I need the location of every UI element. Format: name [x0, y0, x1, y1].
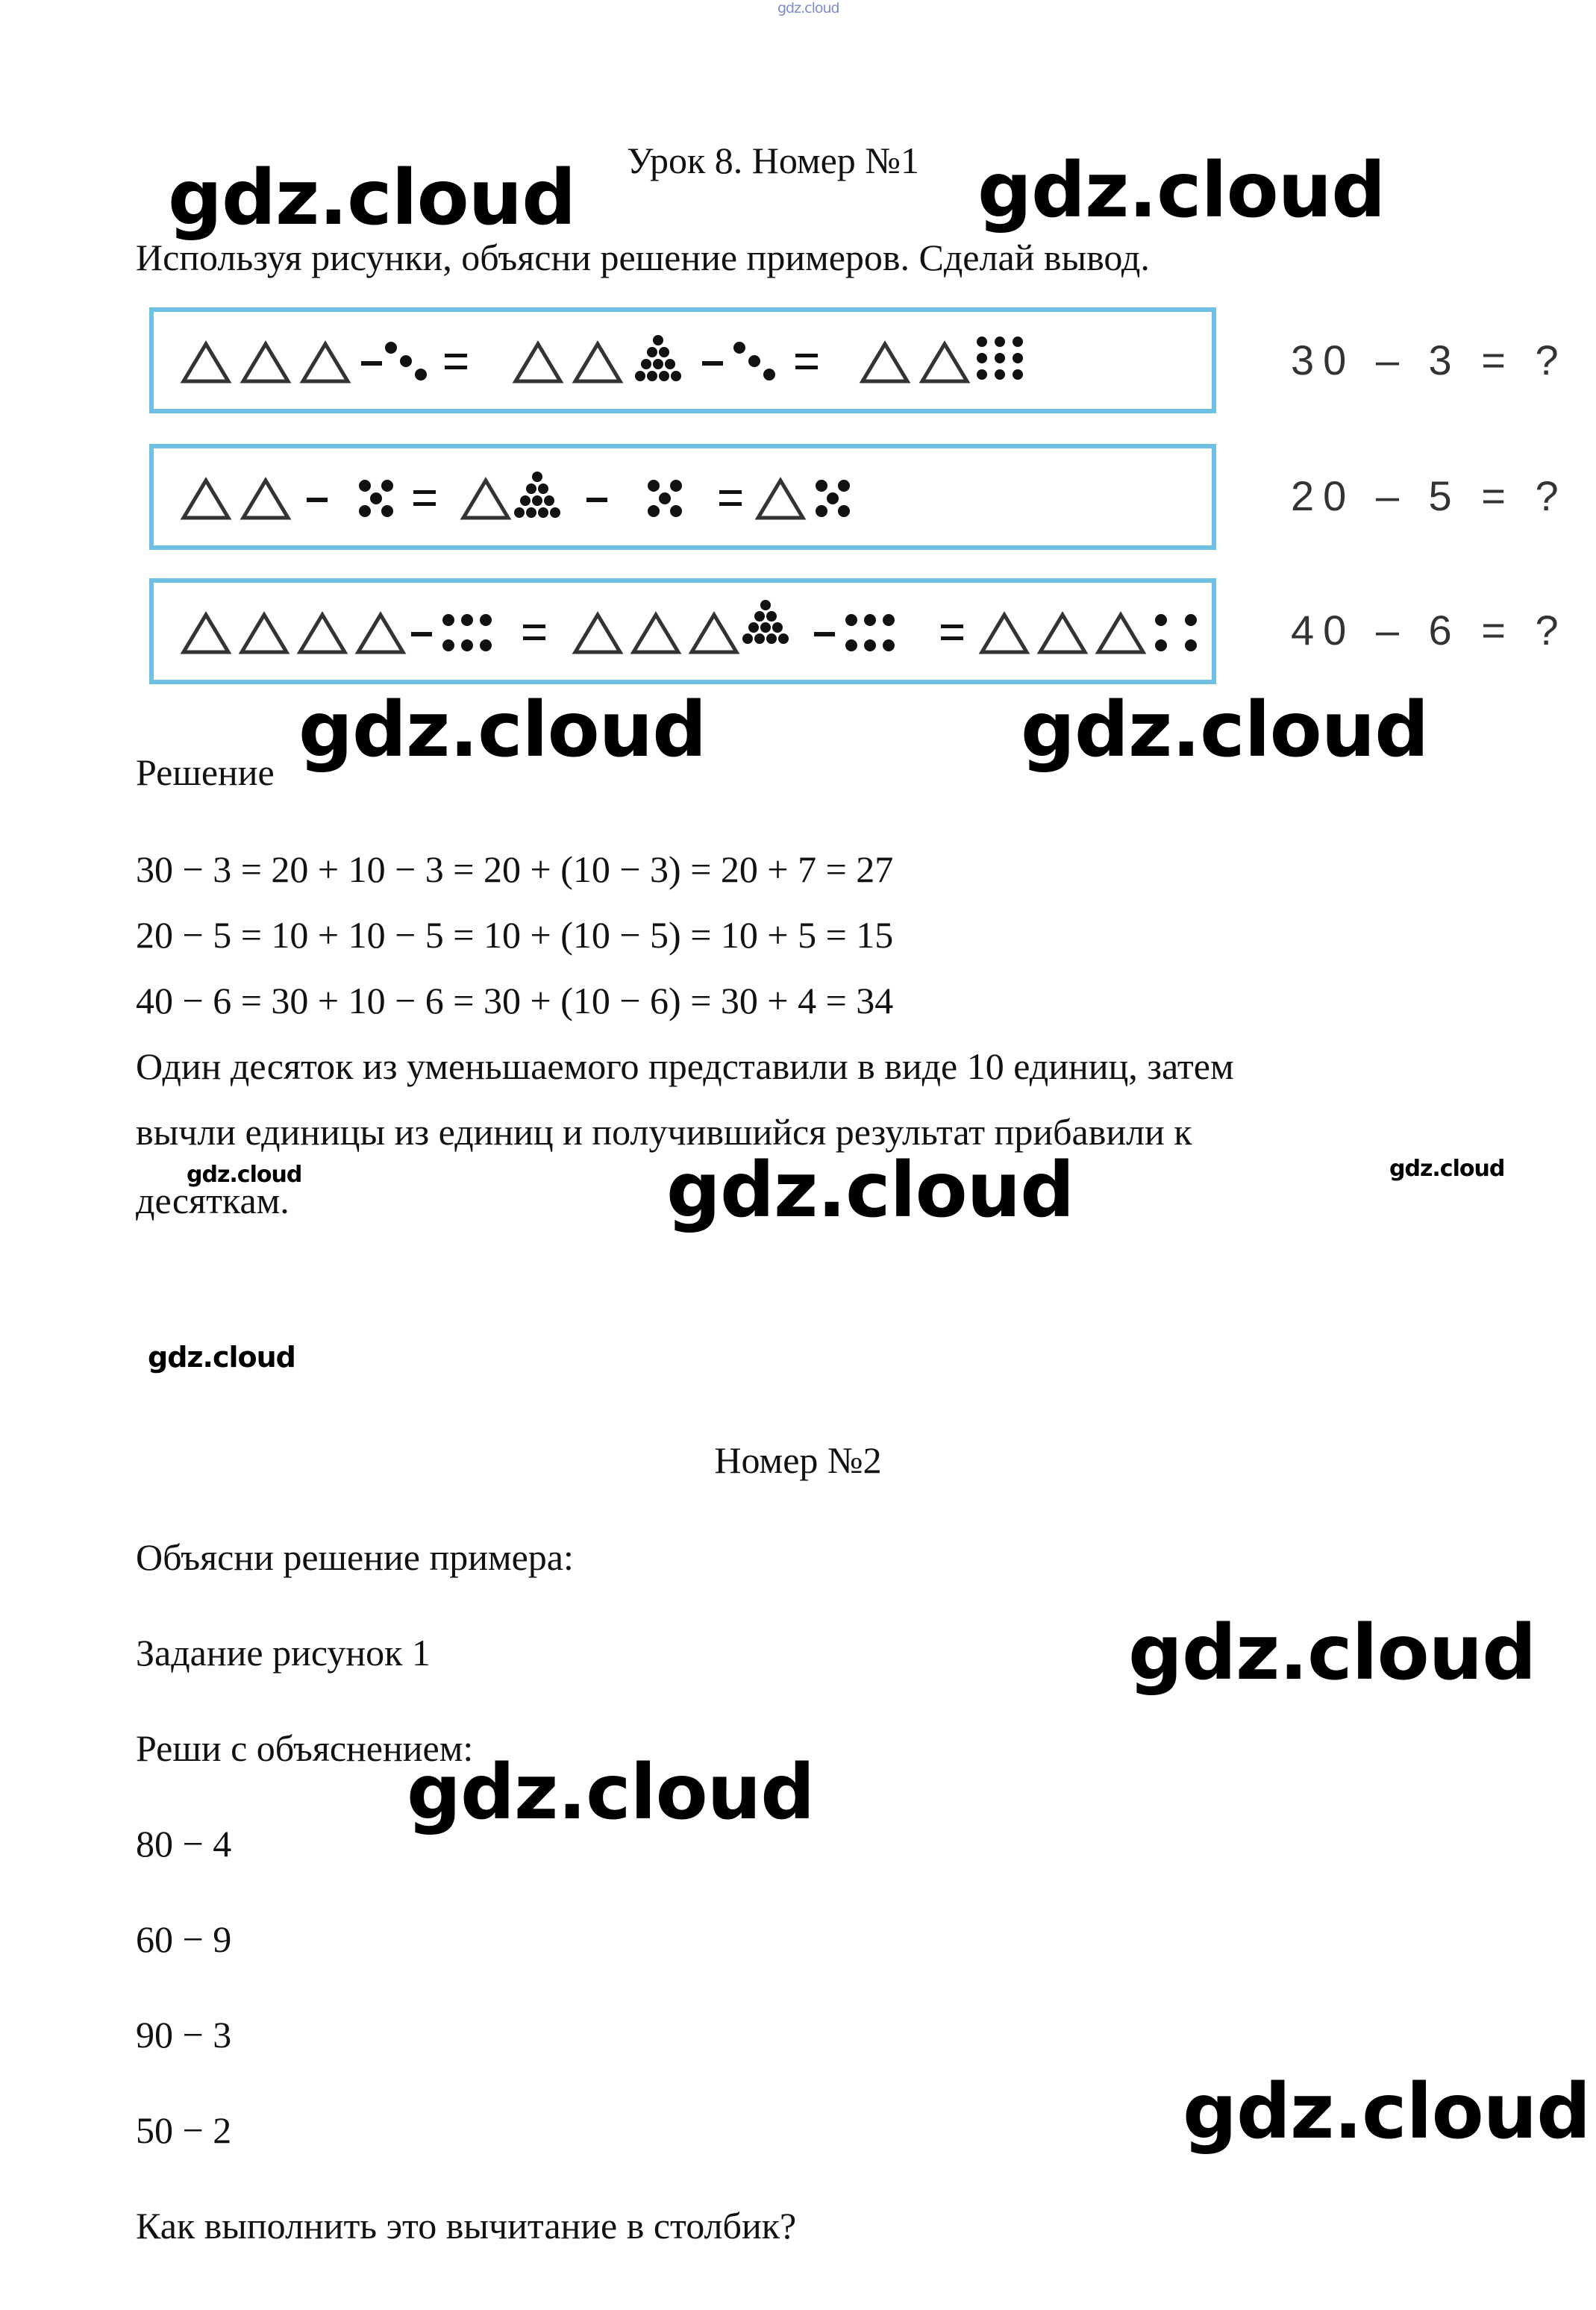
triangles-dots-illustration [154, 448, 1221, 554]
solution-line: 30 − 3 = 20 + 10 − 3 = 20 + (10 − 3) = 20 + 7 = 27 [136, 848, 894, 890]
solution-label: Решение [136, 751, 275, 793]
solution-line: 20 − 5 = 10 + 10 − 5 = 10 + (10 − 5) = 10 + 5 = 15 [136, 914, 894, 956]
task2-instruction: Объясни решение примера: [136, 1536, 574, 1578]
watermark: gdz.cloud [666, 1146, 1074, 1235]
solution-line: 40 − 6 = 30 + 10 − 6 = 30 + (10 − 6) = 30 + 4 = 34 [136, 980, 894, 1021]
watermark: gdz.cloud [977, 146, 1386, 235]
task2-title: Номер №2 [714, 1439, 882, 1481]
watermark-small: gdz.cloud [187, 1162, 302, 1188]
task2-solve-prompt: Реши с объяснением: [136, 1727, 474, 1769]
watermark-small: gdz.cloud [1389, 1156, 1505, 1182]
conclusion-line: вычли единицы из единиц и получившийся результат прибавили к [136, 1111, 1192, 1153]
example-item: 90 − 3 [136, 2014, 232, 2056]
lesson-title: Урок 8. Номер №1 [627, 140, 919, 181]
watermark-top: gdz.cloud [777, 0, 839, 16]
watermark: gdz.cloud [1021, 686, 1429, 774]
example-item: 50 − 2 [136, 2109, 232, 2151]
watermark-small: gdz.cloud [148, 1341, 295, 1374]
triangles-dots-illustration [154, 312, 1221, 418]
watermark: gdz.cloud [1128, 1609, 1536, 1697]
task1-instruction: Используя рисунки, объясни решение примеров. Сделай вывод. [136, 237, 1150, 278]
watermark: gdz.cloud [407, 1748, 815, 1837]
task2-question: Как выполнить это вычитание в столбик? [136, 2205, 797, 2247]
picture-row-1 [149, 307, 1216, 413]
picture-row-2-expression: 20 – 5 = ? [1291, 472, 1568, 519]
watermark: gdz.cloud [298, 686, 707, 774]
picture-row-3-expression: 40 – 6 = ? [1291, 607, 1568, 654]
example-item: 80 − 4 [136, 1823, 232, 1865]
watermark: gdz.cloud [1183, 2068, 1591, 2156]
picture-row-3 [149, 578, 1216, 684]
conclusion-line: десяткам. [136, 1180, 290, 1221]
conclusion-line: Один десяток из уменьшаемого представили в виде 10 единиц, затем [136, 1045, 1234, 1087]
task2-picture-ref: Задание рисунок 1 [136, 1632, 431, 1674]
triangles-dots-illustration [154, 583, 1221, 689]
picture-row-2 [149, 444, 1216, 550]
example-item: 60 − 9 [136, 1918, 232, 1960]
watermark: gdz.cloud [168, 154, 576, 242]
picture-row-1-expression: 30 – 3 = ? [1291, 337, 1568, 384]
